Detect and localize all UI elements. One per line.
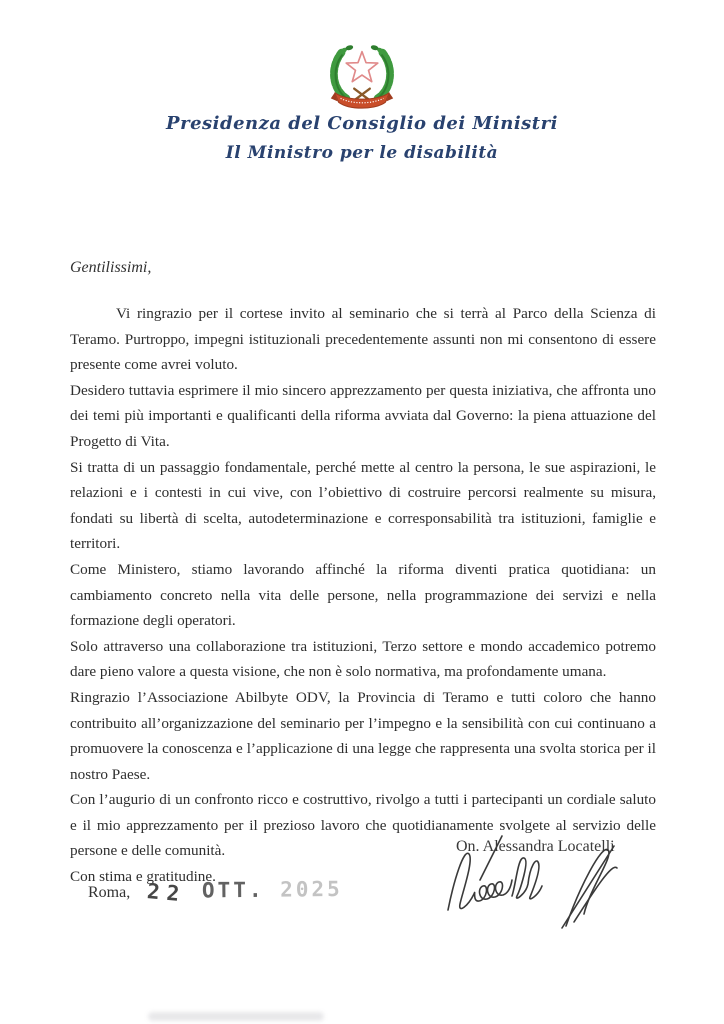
paragraph: Vi ringrazio per il cortese invito al seminario che si terrà al Parco della Scienza di Teramo. Purtroppo, impegni istituzionali precedentemente assunti non mi consentono di essere presente come avrei voluto. — [70, 305, 656, 374]
stamp-year: 2025 — [280, 876, 343, 902]
paragraph: Ringrazio l’Associazione Abilbyte ODV, la Provincia di Teramo e tutti coloro che hanno contribuito all’organizzazione del seminario per l’impegno e la sensibilità con cui continuano a promuovere la conoscenza e l’applicazione di una legge che rappresenta una svolta storica per il nostro Paese. — [70, 688, 656, 783]
paragraph: Desidero tuttavia esprimere il mio sincero apprezzamento per questa iniziativa, che affronta uno dei temi più importanti e qualificanti della riforma avviata dal Governo: la piena attuazione del Progetto di Vita. — [70, 381, 656, 450]
closing-line: Con stima e gratitudine. — [70, 868, 216, 886]
letterhead-minister-title: Il Ministro per le disabilità — [225, 143, 499, 163]
handwritten-signature — [442, 834, 652, 934]
paragraph: Come Ministero, stiamo lavorando affinché la riforma diventi pratica quotidiana: un cambiamento concreto nella vita delle persone, nella programmazione dei servizi e nella formazione degli operatori. — [70, 560, 656, 630]
stamp-month: OTT. — [201, 877, 265, 903]
stamp-day: 22 — [145, 879, 188, 907]
letter-body — [70, 301, 656, 890]
signer-name: On. Alessandra Locatelli — [456, 838, 615, 855]
paragraph: Si tratta di un passaggio fondamentale, perché mette al centro la persona, le sue aspirazioni, le relazioni e i contesti in cui vive, con l’obiettivo di costruire percorsi realmente su misura, fondati su libertà di scelta, autodeterminazione e corresponsabilità tra istituzioni, famiglie e territori. — [70, 458, 656, 553]
paragraph: Con l’augurio di un confronto ricco e costruttivo, rivolgo a tutti i partecipanti un cordiale saluto e il mio apprezzamento per il prezioso lavoro che quotidianamente svolgete al servizio delle persone e delle comunità. — [70, 791, 656, 860]
paragraph: Solo attraverso una collaborazione tra istituzioni, Terzo settore e mondo accademico potremo dare pieno valore a questa visione, che non è solo normativa, ma profondamente umana. — [70, 637, 656, 681]
scan-artifact-smudge — [148, 1012, 324, 1021]
emblem-republic-italy-icon — [324, 38, 400, 114]
letterhead-org-name: Presidenza del Consiglio dei Ministri — [166, 113, 558, 134]
place-label: Roma, — [88, 884, 131, 901]
date-stamp — [145, 876, 343, 907]
salutation: Gentilissimi, — [70, 259, 152, 276]
